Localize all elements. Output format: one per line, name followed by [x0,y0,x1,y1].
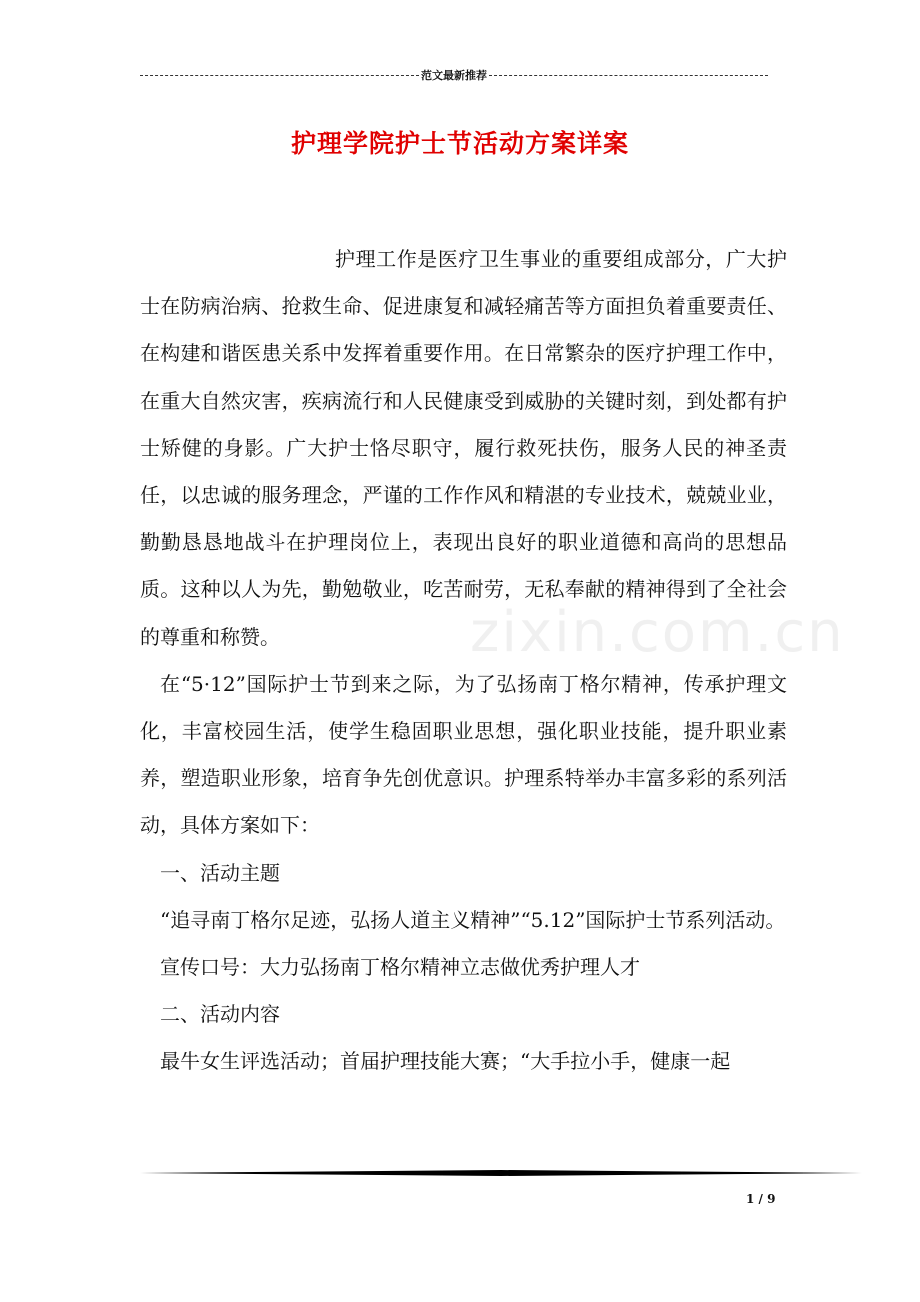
page-header [140,67,768,83]
paragraph-theme: “追寻南丁格尔足迹，弘扬人道主义精神”“5.12”国际护士节系列活动。 [160,907,786,932]
document-body [140,236,787,1086]
watermark: zixin.com.cn [470,600,845,665]
header-dash-left [140,75,419,76]
paragraph-occasion: 在“5·12”国际护士节到来之际，为了弘扬南丁格尔精神，传承护理文化，丰富校园生活，使学生稳固职业思想，强化职业技能，提升职业素养，塑造职业形象，培育争先创优意识。护理系特举办丰富多彩的系列活动，具体方案如下： [140,671,787,838]
paragraph-intro: 护理工作是医疗卫生事业的重要组成部分，广大护士在防病治病、抢救生命、促进康复和减轻痛苦等方面担负着重要责任、在构建和谐医患关系中发挥着重要作用。在日常繁杂的医疗护理工作中，在重大自然灾害，疾病流行和人民健康受到威胁的关键时刻，到处都有护士矫健的身影。广大护士恪尽职守，履行救死扶伤，服务人民的神圣责任，以忠诚的服务理念，严谨的工作作风和精湛的专业技术，兢兢业业，勤勤恳恳地战斗在护理岗位上，表现出良好的职业道德和高尚的思想品质。这种以人为先，勤勉敬业，吃苦耐劳，无私奉献的精神得到了全社会的尊重和称赞。 [140,247,787,649]
paragraph-content: 最牛女生评选活动；首届护理技能大赛；“大手拉小手，健康一起 [160,1049,731,1074]
document-title: 护理学院护士节活动方案详案 [290,129,629,158]
header-label: 范文最新推荐 [421,69,487,82]
page-number: 1 / 9 [746,1192,776,1206]
footer-rule [140,1170,862,1176]
header-dash-right [489,75,768,76]
section-heading-content: 二、活动内容 [160,1002,280,1027]
paragraph-slogan: 宣传口号：大力弘扬南丁格尔精神立志做优秀护理人才 [160,955,640,980]
section-heading-theme: 一、活动主题 [160,860,280,885]
